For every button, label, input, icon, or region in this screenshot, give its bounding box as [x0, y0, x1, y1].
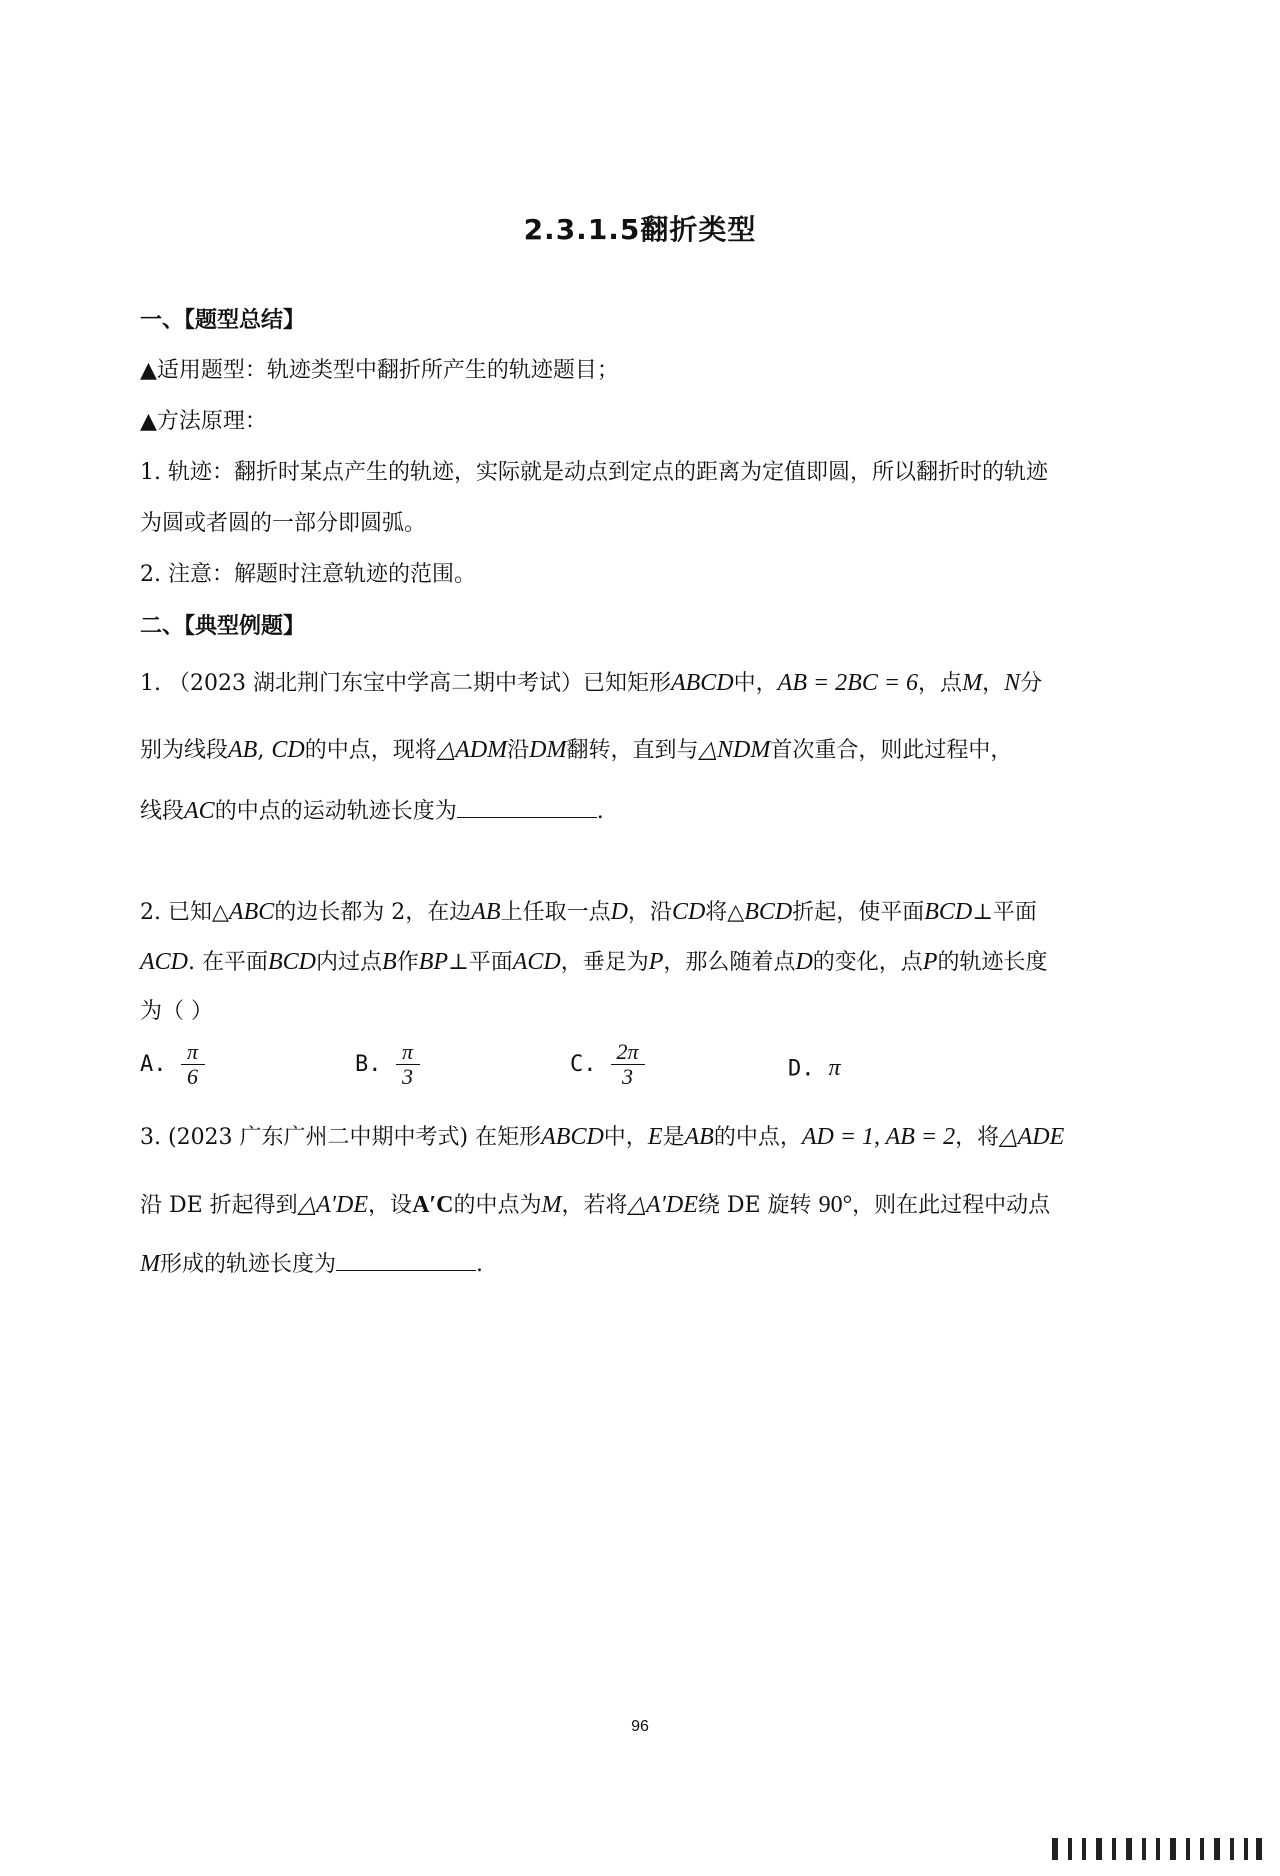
option-b[interactable]: B. $\frac{\pi}{3}$ [355, 1040, 420, 1089]
answer-blank-1[interactable] [457, 795, 597, 818]
question-3-line-1: 3. (2023 广东广州二中期中考式) 在矩形ABCD中，E是AB的中点，AD = 1, AB = 2，将△ADE [140, 1124, 1065, 1150]
option-c[interactable]: C. $\frac{2\pi}{3}$ [570, 1040, 645, 1089]
section-heading-summary: 一、【题型总结】 [140, 307, 306, 333]
question-1-line-3: 线段AC的中点的运动轨迹长度为 . [140, 795, 1160, 827]
fraction-b: $\frac{\pi}{3}$ [396, 1040, 420, 1089]
page-title: 2.3.1.5翻折类型 [523, 213, 757, 246]
answer-blank-3[interactable] [336, 1248, 476, 1271]
barcode-mark [1052, 1838, 1262, 1860]
page-number: 96 [631, 1718, 649, 1735]
method-principle-heading: ▲方法原理： [140, 409, 267, 434]
section-heading-examples: 二、【典型例题】 [140, 613, 306, 639]
option-d[interactable]: D. π [788, 1055, 841, 1082]
question-2-line-3: 为（ ） [140, 999, 213, 1024]
question-3-line-3: M形成的轨迹长度为 . [140, 1248, 1160, 1280]
question-2-line-2: ACD. 在平面BCD内过点B作BP⊥平面ACD，垂足为P，那么随着点D的变化，点P的轨迹长度 [140, 949, 1048, 975]
option-a[interactable]: A. $\frac{\pi}{6}$ [140, 1040, 205, 1089]
principle-point-2: 2. 注意：解题时注意轨迹的范围。 [140, 562, 476, 587]
fraction-a: $\frac{\pi}{6}$ [181, 1040, 205, 1089]
question-3-line-2: 沿 DE 折起得到△A′DE，设A′C的中点为M，若将△A′DE绕 DE 旋转 90°，则在此过程中动点 [140, 1192, 1051, 1218]
principle-point-1-line-2: 为圆或者圆的一部分即圆弧。 [140, 511, 427, 536]
applicable-type: ▲适用题型：轨迹类型中翻折所产生的轨迹题目； [140, 358, 619, 383]
question-1-line-2: 别为线段AB, CD的中点，现将△ADM沿DM翻转，直到与△NDM首次重合，则此过程中， [140, 737, 1013, 763]
fraction-c: $\frac{2\pi}{3}$ [611, 1040, 645, 1089]
question-1-line-1: 1. （2023 湖北荆门东宝中学高二期中考试）已知矩形ABCD中，AB = 2BC = 6，点M，N分 [140, 670, 1043, 696]
principle-point-1-line-1: 1. 轨迹：翻折时某点产生的轨迹，实际就是动点到定点的距离为定值即圆，所以翻折时的轨迹 [140, 460, 1048, 485]
question-2-line-1: 2. 已知△ABC的边长都为 2，在边AB上任取一点D，沿CD将△BCD折起，使平面BCD⊥平面 [140, 899, 1037, 925]
